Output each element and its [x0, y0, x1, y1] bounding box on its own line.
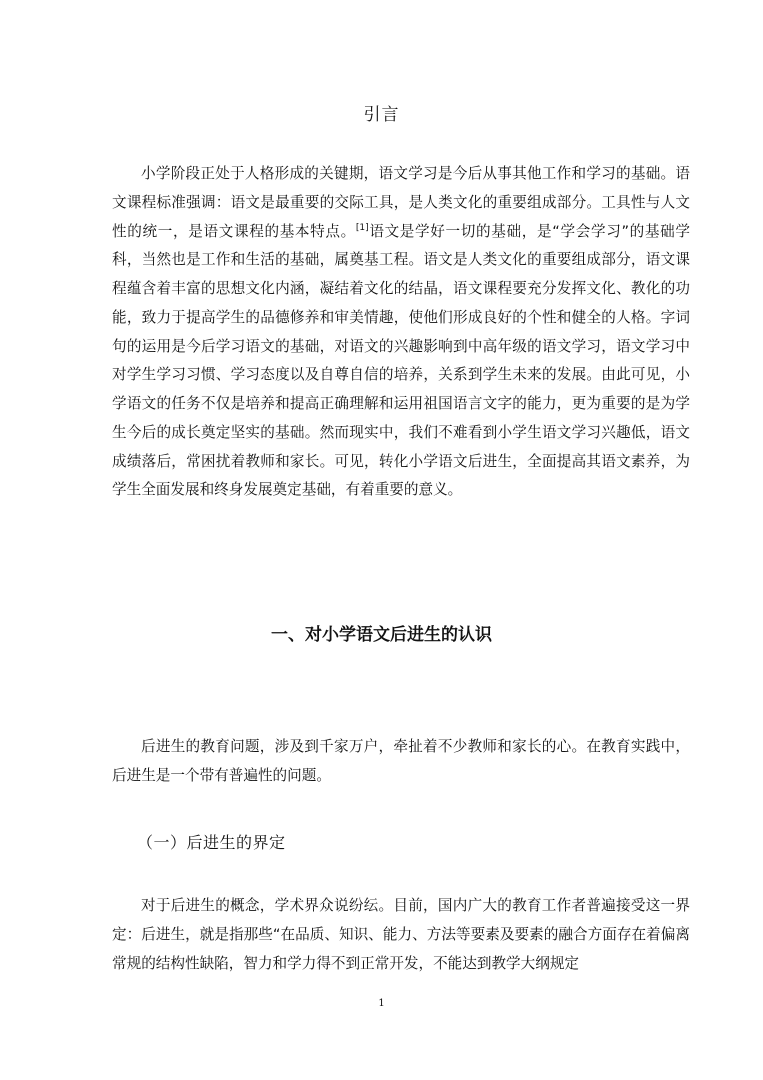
citation-marker: [1] — [355, 222, 369, 233]
page-number: 1 — [378, 998, 385, 1009]
section-paragraph: 后进生的教育问题，涉及到千家万户，牵扯着不少教师和家长的心。在教育实践中，后进生是一个带有普遍性的问题。 — [112, 738, 690, 784]
subsection-heading: （一）后进生的界定 — [137, 833, 286, 852]
intro-paragraph-part1: 小学阶段正处于人格形成的关键期，语文学习是今后从事其他工作和学习的基础。语文课程标准强调：语文是最重要的交际工具，是人类文化的重要组成部分。工具性与人文性的统一，是语文课程的基本特点。 — [112, 165, 690, 240]
subsection-paragraph: 对于后进生的概念，学术界众说纷纭。目前，国内广大的教育工作者普遍接受这一界定：后进生，就是指那些“在品质、知识、能力、方法等要素及要素的融合方面存在着偏离常规的结构性缺陷，智力和学力得不到正常开发，不能达到教学大纲规定 — [112, 897, 690, 972]
intro-title: 引言 — [363, 105, 400, 125]
intro-paragraph-part2: 语文是学好一切的基础，是“学会学习”的基础学科，当然也是工作和生活的基础，属奠基工程。语文是人类文化的重要组成部分，语文课程蕴含着丰富的思想文化内涵，凝结着文化的结晶，语文课程要充分发挥文化、教化的功能，致力于提高学生的品德修养和审美情趣，使他们形成良好的个性和健全的人格。字词句的运用是今后学习语文的基础，对语文的兴趣影响到中高年级的语文学习，语文学习中对学生学习习惯、学习态度以及自尊自信的培养，关系到学生未来的发展。由此可见，小学语文的任务不仅是培养和提高正确理解和运用祖国语言文字的能力，更为重要的是为学生今后的成长奠定坚实的基础。然而现实中，我们不难看到小学生语文学习兴趣低，语文成绩落后，常困扰着教师和家长。可见，转化小学语文后进生，全面提高其语文素养，为学生全面发展和终身发展奠定基础，有着重要的意义。 — [112, 222, 690, 499]
intro-paragraph — [112, 160, 690, 505]
section-heading: 一、对小学语文后进生的认识 — [271, 625, 492, 645]
